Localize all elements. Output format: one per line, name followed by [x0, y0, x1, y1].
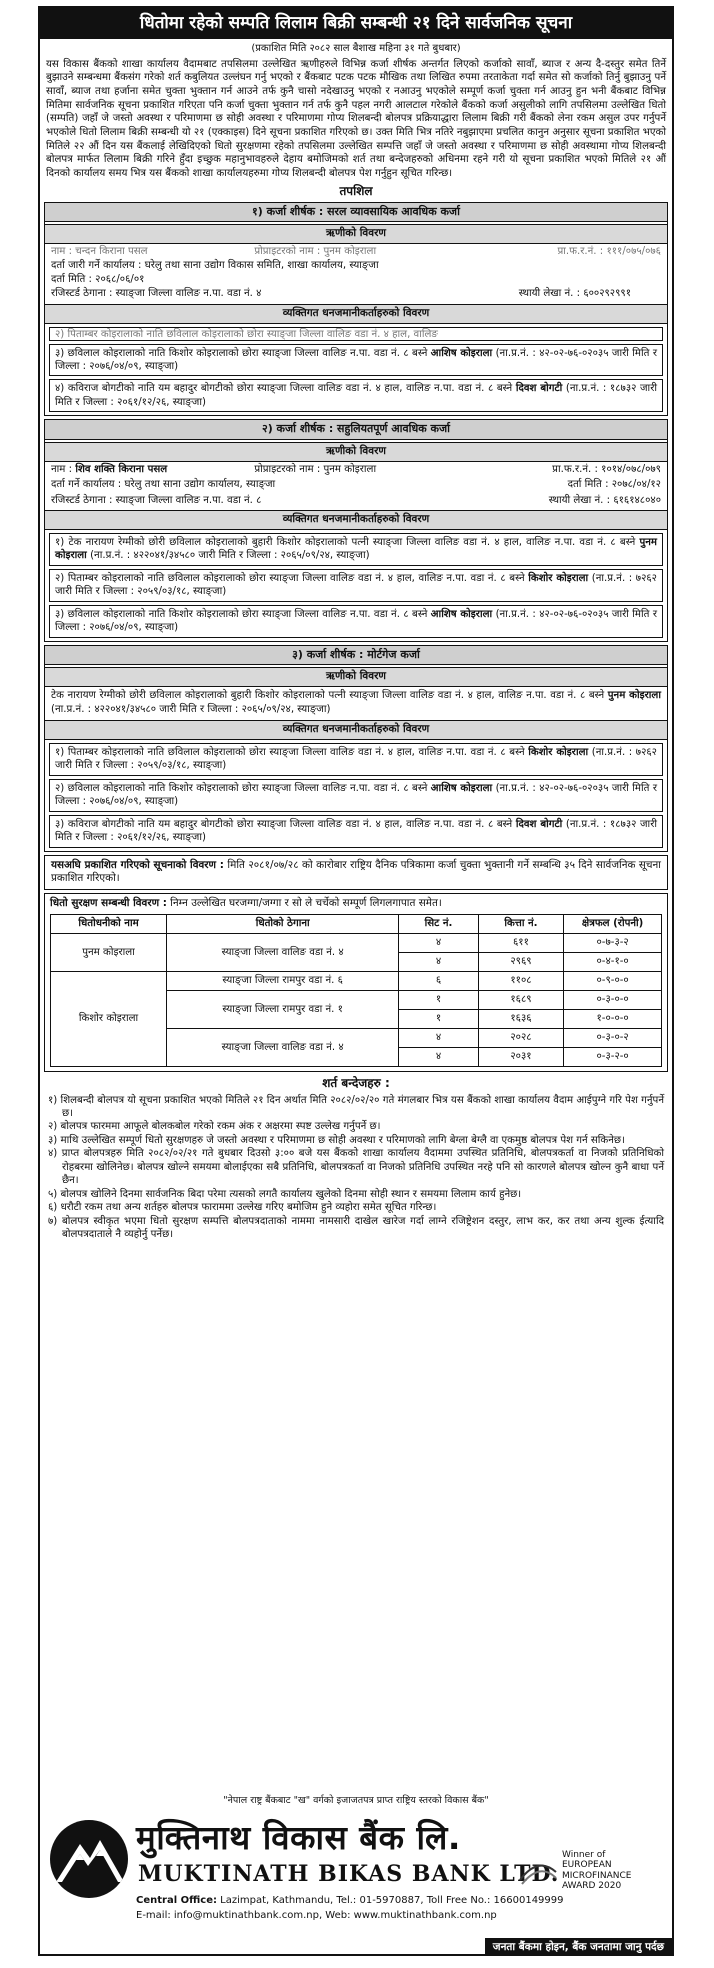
condition-item: १) शिलबन्दी बोलपत्र यो सूचना प्रकाशित भएको मितिले २१ दिन अर्थात मिति २०८२/०२/२० गते मंगलबार भित्र यस बैंकको शाखा कार्यालय वैदाम आईपुग्ने गरि पेश गर्नुपर्ने छ। [48, 1094, 664, 1120]
borrower-name: पुनम कोइराला [607, 690, 661, 702]
proprietor-name: प्रोप्राइटरको नाम : पुनम कोइराला [254, 463, 377, 475]
owner-cell: किशोर कोइराला [51, 971, 167, 1066]
guarantor-name: दिवश बोगटी [515, 383, 563, 395]
notice-title: धितोमा रहेको सम्पति लिलाम बिक्री सम्बन्धी २१ दिने सार्वजनिक सूचना [40, 8, 672, 39]
address-cell: स्याङ्जा जिल्ला वालिङ वडा नं. ४ [167, 1028, 399, 1066]
notice-page [38, 6, 674, 1956]
guarantor-3: ३) छविलाल कोइरालाको नाति किशोर कोइरालाको छोरा स्याङ्जा जिल्ला वालिङ न.पा. वडा नं. ८ बस्ने आशिष कोइराला (ना.प्र.नं. : ४२-०२-७६-०२०३५ जारी मिति र जिल्ला : २०७६/०४/०९, स्याङ्जा) [49, 605, 663, 638]
details-heading: तपशिल [339, 183, 373, 198]
intro-paragraph: यस विकास बैंकको शाखा कार्यालय वैदामबाट तपसिलमा उल्लेखित ऋणीहरुले विभिन्न कर्जा शीर्षक अन्तर्गत लिएको कर्जाको सावाँ, ब्याज र अन्य दै-दस्तुर समेत तिर्ने बुझाउने सम्बन्धमा बैंकसंग गरेको शर्त कबुलियत उल्लंघन गर्नु भएको र बैंकबाट पटक पटक मौखिक तथा लिखित रुपमा तरताकेता गर्दा समेत सो कर्जाको तिर्नु बुझाउनु पर्ने सावाँ, ब्याज तथा हर्जाना समेत चुक्ता भुक्तान गर्न आउने तर्फ कुनै चासो नदेखाउनु भएको र नआउनु भएकोले सम्पूर्ण कर्जा चुक्ता गर्न आउनु हुन भनी बैंकबाट विभिन्न मितिमा सार्वजनिक सूचना प्रकाशित गरिएता पनि कर्जा चुक्ता भुक्तान गर्न तर्फ कुनै पहल नगरी आलटाल गरेकोले बैंकको कर्जा असुलीको लागि तपसिलमा उल्लेखित धितो (सम्पति) जहाँ जे जस्तो अवस्था र परिमाणमा छ सोही अवस्था र परिमाणमा गोप्य शिलबन्दी बोलपत्र प्रक्रियाद्धारा लिलाम बिक्री गरी बैंकको लेना रकम असुल उपर गर्नुपर्ने भएकोले धितो लिलाम बिक्री सम्बन्धी यो २१ (एक्काइस) दिने सूचना प्रकाशित गरिएको छ। उक्त मिति भित्र नतिरे नबुझाएमा प्रचलित कानुन अनुसार सूचना प्रकाशित भएको मितिले २२ औं दिन यस बैंकलाई लेखिदिएको धितो सुरक्षणमा रहेको तपसिलमा उल्लेखित सम्पत्ति जहाँ जे जस्तो अवस्था र परिमाणमा छ सोही अवस्थामा गोप्य शिलबन्दी बोलपत्र मार्फत लिलाम बिक्री गरिने हुँदा इच्छुक महानुभावहरुले देहाय बमोजिमको शर्त तथा बन्देजहरुको अधिनमा रहने गरी यो सूचना प्रकाशित भएको मितिले २१ औं दिनको कार्यालय समय भित्र यस बैंकको शाखा कार्यालयहरुमा गोप्य शिलबन्दी बोलपत्र पेश गर्नुहुन सूचित गरिन्छ। [46, 58, 666, 179]
guarantor-name: दिवश बोगटी [515, 818, 563, 830]
bank-name-nepali: मुक्तिनाथ विकास बैंक लि. [136, 1818, 461, 1857]
col-address: धितोको ठेगाना [167, 914, 399, 933]
bank-rank-note: "नेपाल राष्ट्र बैंकबाट "ख" वर्गको इजाजतपत्र प्राप्त राष्ट्रिय स्तरको विकास बैंक" [223, 1795, 489, 1806]
loan-title-3: ३) कर्जा शीर्षक : मोर्टगेज कर्जा [45, 646, 667, 666]
table-row: स्याङ्जा जिल्ला वालिङ वडा नं. ४ ४ २०२८ ०-३-०-२ [51, 1028, 662, 1047]
guarantor-3: ३) छविलाल कोइरालाको नाति किशोर कोइरालाको छोरा स्याङ्जा जिल्ला वालिङ न.पा. वडा नं. ८ बस्ने आशिष कोइराला (ना.प्र.नं. : ४२-०२-७६-०२०३५ जारी मिति र जिल्ला : २०७६/०४/०९, स्याङ्जा) [49, 344, 663, 377]
table-row: ४ २०३१ ०-३-२-० [51, 1047, 662, 1066]
borrower-heading-2: ऋणीको विवरण [45, 442, 667, 462]
email-web: E-mail: info@muktinathbank.com.np, Web: www.muktinathbank.com.np [136, 1909, 497, 1921]
security-heading: धितो सुरक्षण सम्बन्धी विवरण : निम्न उल्लेखित घरजग्गा/जग्गा र सो ले चर्चेको सम्पूर्ण लिगलगापात समेत। [50, 897, 442, 909]
borrower-name-row-2 [45, 462, 667, 477]
table-row: पुनम कोइराला स्याङ्जा जिल्ला वालिङ वडा नं. ४ ४ ६११ ०-७-३-२ [51, 933, 662, 952]
address-row-2 [45, 493, 667, 508]
table-header-row [51, 914, 662, 933]
guarantor-3: ३) कविराज बोगटीको नाति यम बहादुर बोगटीको छोरा स्याङ्जा जिल्ला वालिङ वडा नं. ४ हाल, वालिङ न.पा. वडा नं. ८ बस्ने दिवश बोगटी (ना.प्र.नं. : १८७३२ जारी मिति र जिल्ला : २०६१/१२/२६, स्याङ्जा) [49, 815, 663, 848]
registration-date: दर्ता मिति : २०७८/०४/१२ [567, 479, 661, 491]
borrower-name: नाम : शिव शक्ति किराना पसल [51, 463, 168, 475]
condition-item: ५) बोलपत्र खोलिने दिनमा सार्वजनिक बिदा परेमा त्यसको लगतै कार्यालय खुलेको दिनमा सोही स्थान र समयमा लिलाम कार्य हुनेछ। [48, 1188, 522, 1200]
pan-number: स्थायी लेखा नं. : ६००२९२९९१ [518, 288, 631, 300]
table-row: ४ २९६९ ०-४-१-० [51, 952, 662, 971]
address-cell: स्याङ्जा जिल्ला रामपुर वडा नं. ६ [167, 971, 399, 990]
mountain-logo-icon [50, 1820, 128, 1898]
borrower-name: नाम : चन्दन किराना पसल [51, 245, 148, 257]
guarantor-name: पुनम कोइराला [55, 536, 657, 562]
bank-tagline: जनता बैंकमा होइन, बैंक जनतामा जानु पर्दछ [485, 1938, 672, 1956]
address-cell: स्याङ्जा जिल्ला वालिङ वडा नं. ४ [167, 933, 399, 971]
condition-item: ४) प्राप्त बोलपत्रहरु मिति २०८२/०२/२१ गते बुधबार दिउसो ३:०० बजे यस बैंकको शाखा कार्यालय वैदाममा उपस्थित प्रतिनिधि, बोलपत्रकर्ता वा निजको प्रतिनिधिको रोहबरमा खोलिनेछ। बोलपत्र खोल्ने समयमा बोलाईएका सबै प्रतिनिधि, बोलपत्रकर्ता वा निजको प्रतिनिधि उपस्थित नरहे पनि सो कारणले बोलपत्र खोल्न कुनै बाधा पर्ने छैन। [48, 1148, 664, 1187]
conditions-list [40, 1094, 672, 1242]
borrower-heading-1: ऋणीको विवरण [45, 224, 667, 244]
table-row: स्याङ्जा जिल्ला रामपुर वडा नं. १ १ १६८९ ०-३-०-० [51, 990, 662, 1009]
condition-item: ७) बोलपत्र स्वीकृत भएमा धितो सुरक्षण सम्पत्ति बोलपत्रदाताको नाममा नामसारी दाखेल खारेज गर्दा लाग्ने रजिष्ट्रेशन दस्तुर, लाभ कर, कर तथा अन्य शुल्क ईत्यादि बोलपत्रदाताले नै व्यहोर्नु पर्नेछ। [48, 1215, 664, 1241]
col-sheet: सिट नं. [399, 914, 478, 933]
borrower-heading-3: ऋणीको विवरण [45, 667, 667, 687]
condition-item: ६) धरौटी रकम तथा अन्य शर्तहरु बोलपत्र फाराममा उल्लेख गरिए बमोजिम हुने व्यहोरा समेत सूचित गरिन्छ। [48, 1202, 437, 1214]
guarantor-name: आशिष कोइराला [430, 347, 493, 359]
security-details [44, 893, 668, 1072]
guarantor-heading-1: व्यक्तिगत धनजमानीकर्ताहरुको विवरण [45, 304, 667, 324]
registration-office: दर्ता गर्ने कार्यालय : घरेलु तथा साना उद्योग कार्यालय, स्याङ्जा [51, 479, 276, 491]
borrower-name-row-1 [45, 244, 667, 259]
guarantor-faded: २) पिताम्बर कोइरालाको नाति छविलाल कोइरालाको छोरा स्याङ्जा जिल्ला वालिङ वडा नं. ४ हाल, वालिङ [49, 327, 663, 341]
guarantor-1: १) पिताम्बर कोइरालाको नाति छविलाल कोइरालाको छोरा स्याङ्जा जिल्ला वालिङ वडा नं. ४ हाल, वालिङ न.पा. वडा नं. ८ बस्ने किशोर कोइराला (ना.प्र.नं. : ७२६२ जारी मिति र जिल्ला : २०५९/०३/१८, स्याङ्जा) [49, 743, 663, 776]
registration-date: दर्ता मिति : २०६८/०६/०१ [51, 273, 145, 285]
guarantor-name: किशोर कोइराला [528, 746, 589, 758]
guarantor-name: किशोर कोइराला [528, 572, 589, 584]
bank-footer: "नेपाल राष्ट्र बैंकबाट "ख" वर्गको इजाजतपत्र प्राप्त राष्ट्रिय स्तरको विकास बैंक" मुक्तिनाथ विकास बैंक लि. MUKTINATH BIKAS BANK LTD. Winner of EUROPEAN MICROFINANCE AWARD 2020 Central Office: Lazimpat, Kathmandu, Tel.: 01-5970887, Toll Free No.: 16600149999 E-mail: info@muktinathbank.com.np, Web: www.muktinathbank.com.np जनता बैंकमा होइन, बैंक जनतामा जानु पर्दछ [40, 1808, 672, 1956]
publish-date: (प्रकाशित मिति २०८२ साल बैशाख महिना ३१ गते बुधबार) [251, 43, 461, 55]
loan-title-2: २) कर्जा शीर्षक : सहुलियतपूर्ण आवधिक कर्जा [45, 420, 667, 440]
owner-cell: पुनम कोइराला [51, 933, 167, 971]
guarantor-name: आशिष कोइराला [430, 782, 493, 794]
previous-notice: यसअघि प्रकाशित गरिएको सूचनाको विवरण : मिति २०८१/०७/२८ को कारोबार राष्ट्रिय दैनिक पत्रिकामा कर्जा चुक्ता भुक्तानी गर्ने सम्बन्धि ३५ दिने सार्वजनिक सूचना प्रकाशित गरिएको। [44, 855, 668, 890]
registered-address: रजिस्टर्ड ठेगाना : स्याङ्जा जिल्ला वालिङ न.पा. वडा नं. ८ [51, 494, 262, 506]
loan-section-3 [44, 645, 668, 852]
guarantor-2: २) छविलाल कोइरालाको नाति किशोर कोइरालाको छोरा स्याङ्जा जिल्ला वालिङ न.पा. वडा नं. ८ बस्ने आशिष कोइराला (ना.प्र.नं. : ४२-०२-७६-०२०३५ जारी मिति र जिल्ला : २०७६/०४/०९, स्याङ्जा) [49, 779, 663, 812]
award-ribbon-icon [518, 1858, 558, 1886]
pan-number: स्थायी लेखा नं. : ६१६१४८०४० [548, 494, 661, 506]
guarantor-4: ४) कविराज बोगटीको नाति यम बहादुर बोगटीको छोरा स्याङ्जा जिल्ला वालिङ वडा नं. ४ हाल, वालिङ न.पा. वडा नं. ८ बस्ने दिवश बोगटी (ना.प्र.नं. : १८७३२ जारी मिति र जिल्ला : २०६१/१२/२६, स्याङ्जा) [49, 379, 663, 412]
table-row: किशोर कोइराला स्याङ्जा जिल्ला रामपुर वडा नं. ६ ६ ११०८ ०-९-०-० [51, 971, 662, 990]
condition-item: ३) माथि उल्लेखित सम्पूर्ण धितो सुरक्षणहरु जे जस्तो अवस्था र परिमाणमा छ सोही अवस्था र परिमाणको लागि बेग्ला बेग्लै वा एकमुष्ठ बोलपत्र पेश गर्न सकिनेछ। [48, 1134, 625, 1146]
borrower-details-3: टेक नारायण रेग्मीको छोरी छविलाल कोइरालाको बुहारी किशोर कोइरालाको पत्नी स्याङ्जा जिल्ला वालिङ वडा नं. ४ हाल, वालिङ न.पा. वडा नं. ८ बस्ने पुनम कोइराला (ना.प्र.नं. : ४२२०४१/३४५८० जारी मिति र जिल्ला : २०६५/०९/२४, स्याङ्जा) [51, 690, 661, 715]
table-row: १ १६३६ १-०-०-० [51, 1009, 662, 1028]
security-table [50, 914, 662, 1067]
loan-section-1 [44, 202, 668, 417]
bank-name-english: MUKTINATH BIKAS BANK LTD. [138, 1861, 560, 1887]
guarantor-heading-2: व्यक्तिगत धनजमानीकर्ताहरुको विवरण [45, 510, 667, 530]
address-row-1 [45, 286, 667, 301]
office-row-2 [45, 477, 667, 492]
condition-item: २) बोलपत्र फारममा आफूले बोलकबोल गरेको रकम अंक र अक्षरमा स्पष्ट उल्लेख गर्नुपर्ने छ। [48, 1121, 381, 1133]
bank-contact [136, 1894, 564, 1923]
loan-section-2 [44, 419, 668, 641]
address-cell: स्याङ्जा जिल्ला रामपुर वडा नं. १ [167, 990, 399, 1028]
loan-title-1: १) कर्जा शीर्षक : सरल व्यावसायिक आवधिक कर्जा [45, 203, 667, 223]
registration-no: प्रा.फ.र.नं. : १११/०७५/०७६ [557, 245, 661, 257]
conditions-heading: शर्त बन्देजहरु : [322, 1075, 390, 1090]
guarantor-2: २) पिताम्बर कोइरालाको नाति छविलाल कोइरालाको छोरा स्याङ्जा जिल्ला वालिङ वडा नं. ४ हाल, वालिङ न.पा. वडा नं. ८ बस्ने किशोर कोइराला (ना.प्र.नं. : ७२६२ जारी मिति र जिल्ला : २०५९/०३/१८, स्याङ्जा) [49, 569, 663, 602]
col-owner: धितोधनीको नाम [51, 914, 167, 933]
central-office: Central Office: Lazimpat, Kathmandu, Tel.: 01-5970887, Toll Free No.: 16600149999 [136, 1895, 564, 1906]
guarantor-1: १) टेक नारायण रेग्मीको छोरी छविलाल कोइरालाको बुहारी किशोर कोइरालाको पत्नी स्याङ्जा जिल्ला वालिङ वडा नं. ४ हाल, वालिङ न.पा. वडा नं. ८ बस्ने पुनम कोइराला (ना.प्र.नं. : ४२२०४१/३४५८० जारी मिति र जिल्ला : २०६५/०९/२४, स्याङ्जा) [49, 533, 663, 566]
guarantor-name: आशिष कोइराला [430, 608, 493, 620]
registration-no: प्रा.फ.र.नं. : १०१४/०७८/०७९ [552, 463, 661, 475]
registered-address: रजिस्टर्ड ठेगाना : स्याङ्जा जिल्ला वालिङ न.पा. वडा नं. ४ [51, 288, 262, 300]
proprietor-name: प्रोप्राइटरको नाम : पुनम कोइराला [254, 245, 377, 257]
guarantor-heading-3: व्यक्तिगत धनजमानीकर्ताहरुको विवरण [45, 720, 667, 740]
registration-office: दर्ता जारी गर्ने कार्यालय : घरेलु तथा साना उद्योग विकास समिति, शाखा कार्यालय, स्याङ्जा [51, 260, 379, 272]
col-area: क्षेत्रफल (रोपनी) [564, 914, 662, 933]
col-kitta: कित्ता नं. [478, 914, 564, 933]
